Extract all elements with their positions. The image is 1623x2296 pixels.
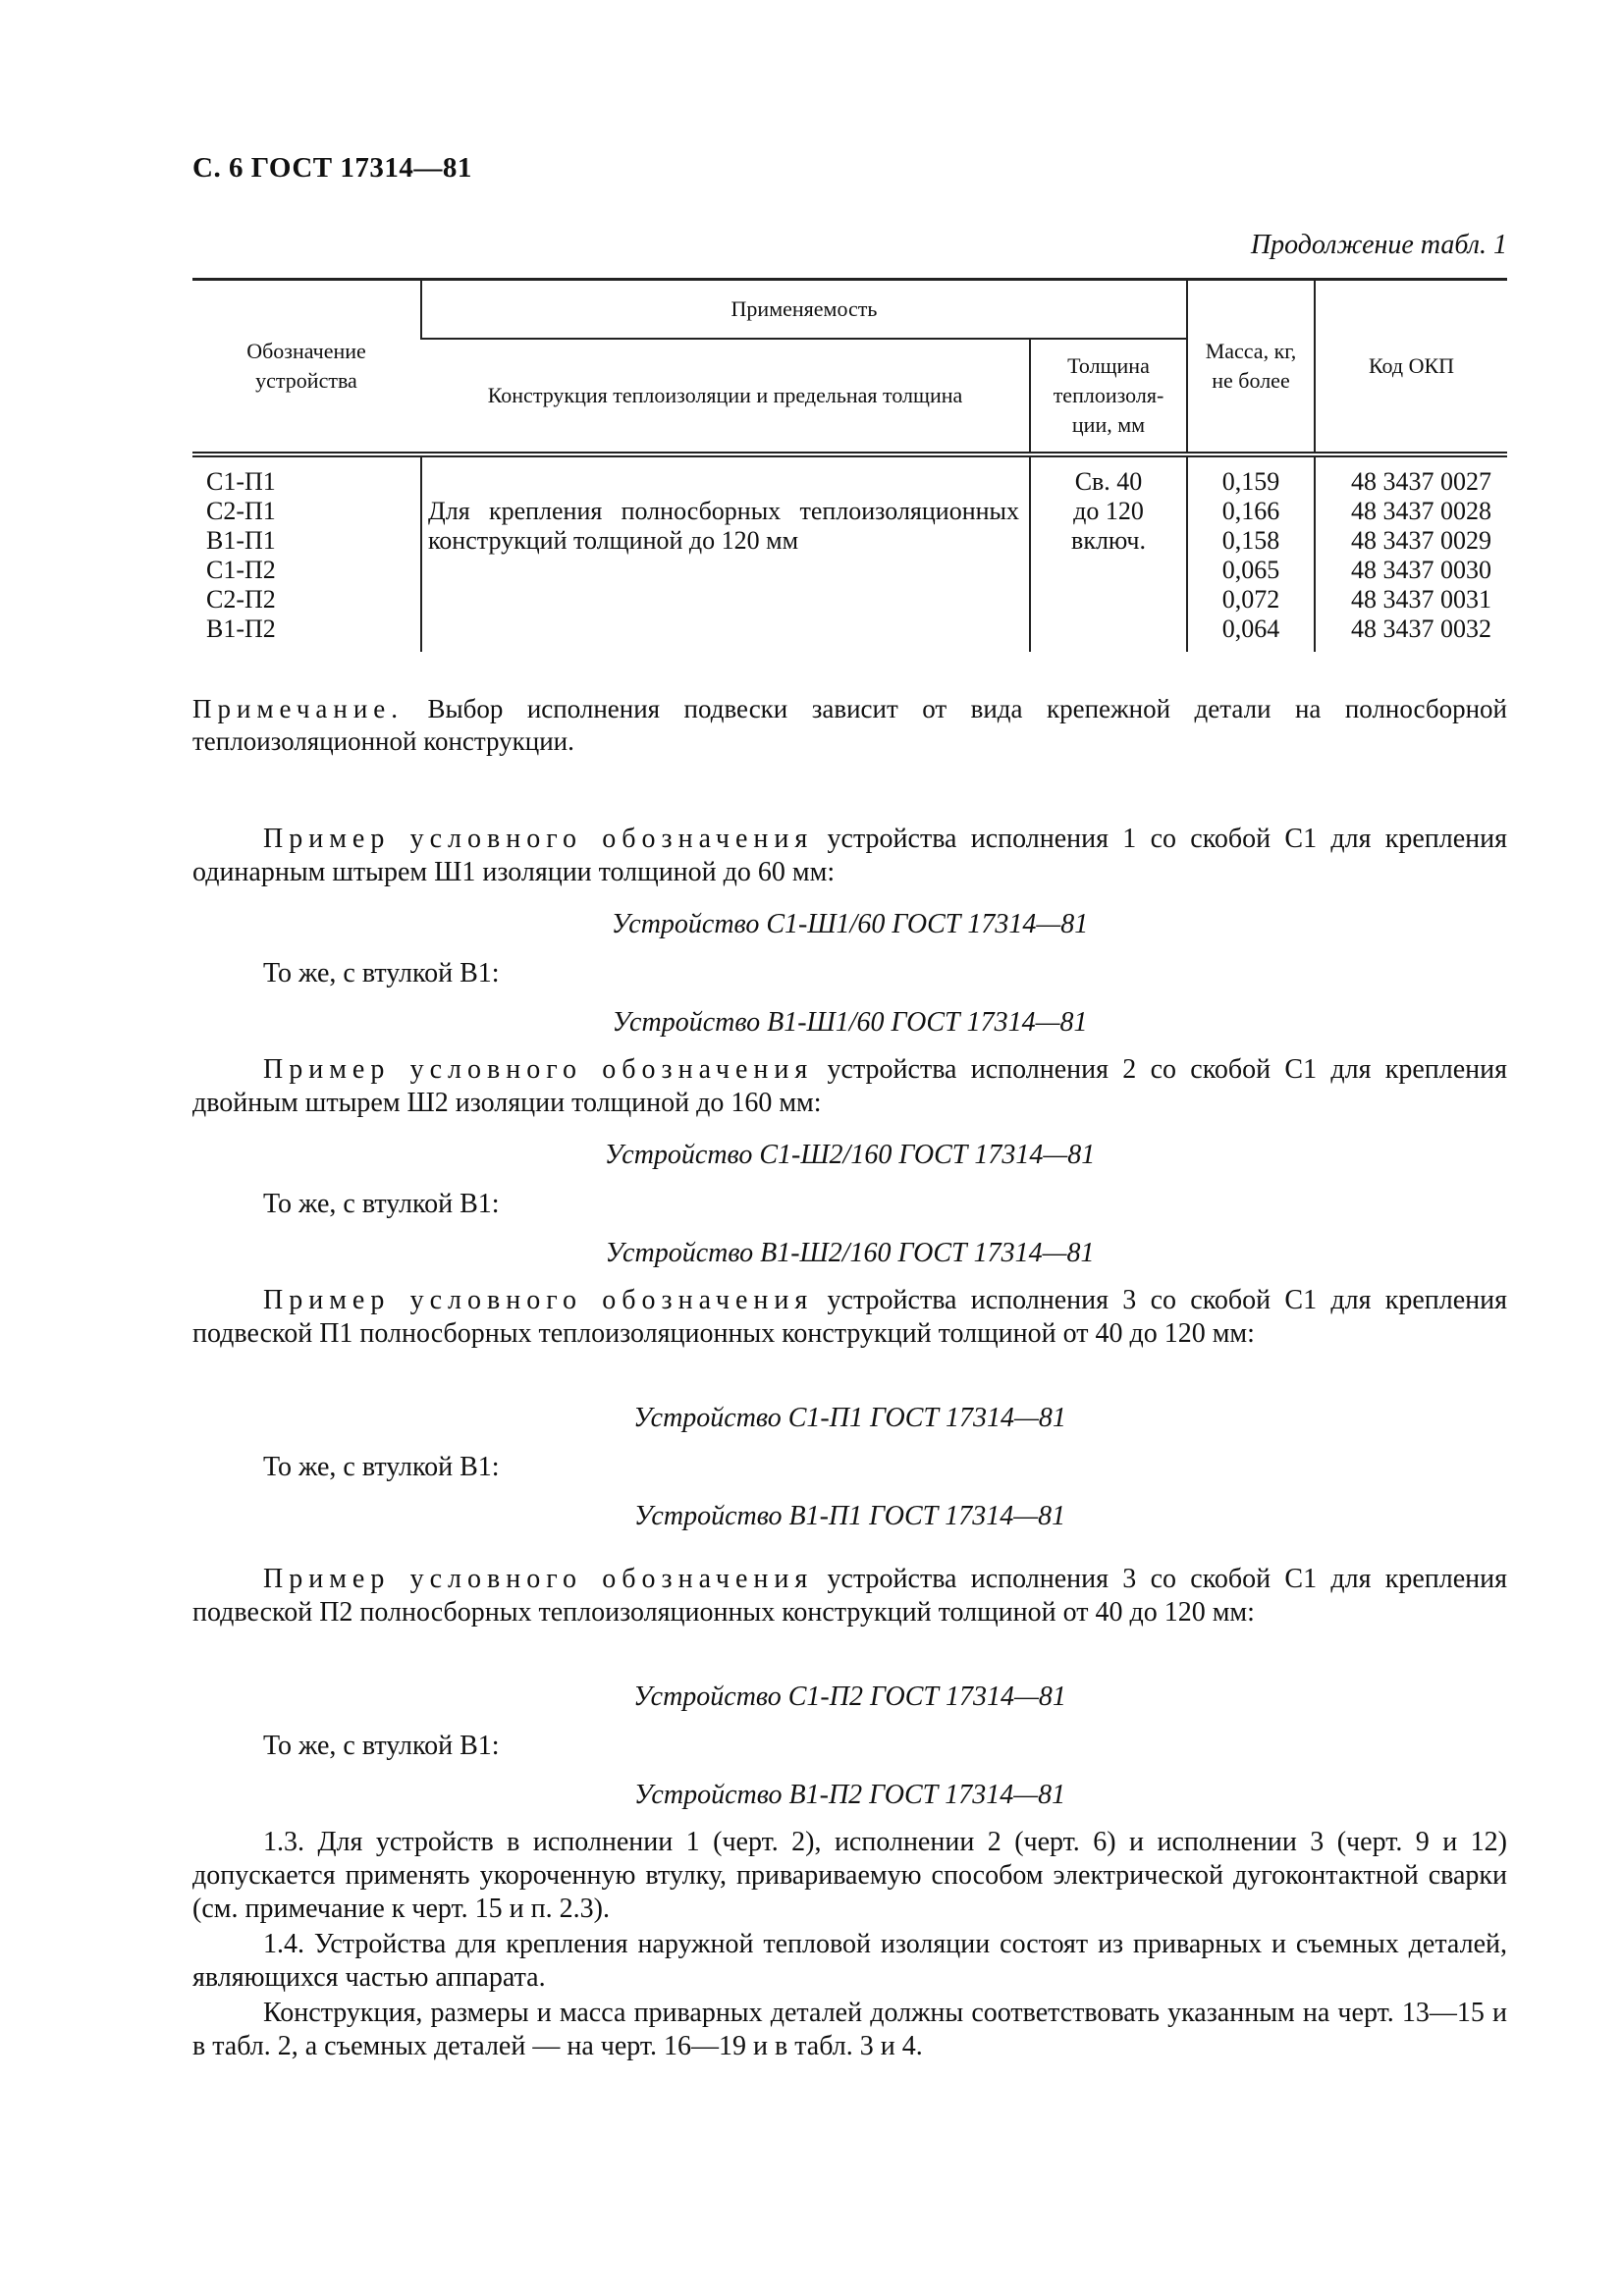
mass-value: 0,064 <box>1221 614 1280 643</box>
thickness-line: Св. 40 <box>1074 467 1143 496</box>
header-designation: Обозначение устройства <box>192 280 421 455</box>
note-text: Выбор исполнения подвески зависит от вида крепежной детали на полносборной теплоизоляционной конструкции. <box>192 694 1507 756</box>
okp-value: 48 3437 0031 <box>1351 585 1491 614</box>
clause-paragraph: Конструкция, размеры и масса приварных деталей должны соответствовать указанным на черт. 13—15 и в табл. 2, а съемных деталей — на черт. 16—19 и в табл. 3 и 4. <box>192 1998 1507 2061</box>
okp-value: 48 3437 0032 <box>1351 614 1491 643</box>
designation-example: Устройство В1-Ш1/60 ГОСТ 17314—81 <box>612 1007 1088 1038</box>
clause-1-4: 1.4. Устройства для крепления наружной тепловой изоляции состоят из приварных и съемных деталей, являющихся частью аппарата. <box>192 1929 1507 1993</box>
okp-value: 48 3437 0029 <box>1351 526 1491 555</box>
example-text: устройства исполнения 1 со скобой С1 для крепления одинарным штырем Ш1 изоляции толщиной до 60 мм: <box>192 824 1508 887</box>
thickness-line: до 120 <box>1073 497 1144 525</box>
same-with-sleeve-line: То же, с втулкой В1: <box>263 958 500 988</box>
designation-cell <box>192 454 421 652</box>
same-with-sleeve-line: То же, с втулкой В1: <box>263 1731 500 1761</box>
header-construction: Конструкция теплоизоляции и предельная толщина <box>421 339 1030 454</box>
header-thickness: Толщина теплоизоля-ции, мм <box>1030 339 1187 454</box>
designation-example: Устройство С1-П2 ГОСТ 17314—81 <box>633 1682 1066 1712</box>
example-text: устройства исполнения 3 со скобой С1 для крепления подвеской П1 полносборных теплоизоляционных конструкций толщиной от 40 до 120 мм: <box>192 1285 1508 1349</box>
mass-value: 0,065 <box>1221 556 1280 584</box>
example-text: устройства исполнения 2 со скобой С1 для крепления двойным штырем Ш2 изоляции толщиной до 160 мм: <box>192 1054 1508 1118</box>
designation-value: В1-П2 <box>206 614 276 643</box>
page-header: С. 6 ГОСТ 17314—81 <box>192 152 472 184</box>
same-with-sleeve-line: То же, с втулкой В1: <box>263 1452 500 1482</box>
mass-value: 0,072 <box>1221 585 1280 614</box>
example-label: Пример условного обозначения <box>263 824 814 854</box>
okp-value: 48 3437 0027 <box>1351 467 1491 496</box>
note-label: Примечание. <box>192 694 405 723</box>
example-label: Пример условного обозначения <box>263 1564 814 1594</box>
thickness-line: включ. <box>1071 526 1146 555</box>
designation-value: С2-П1 <box>206 497 276 525</box>
same-with-sleeve-line: То же, с втулкой В1: <box>263 1189 500 1219</box>
okp-value: 48 3437 0030 <box>1351 556 1491 584</box>
mass-cell <box>1187 454 1315 652</box>
designation-example: Устройство С1-П1 ГОСТ 17314—81 <box>633 1403 1066 1433</box>
designation-value: С1-П2 <box>206 556 276 584</box>
header-applicability: Применяемость <box>421 280 1187 340</box>
mass-value: 0,166 <box>1221 497 1280 525</box>
example-paragraph <box>192 823 1507 889</box>
header-mass: Масса, кг, не более <box>1187 280 1315 455</box>
thickness-cell <box>1030 454 1187 652</box>
designation-value: С1-П1 <box>206 467 276 496</box>
designation-example: Устройство В1-П2 ГОСТ 17314—81 <box>633 1780 1066 1810</box>
table-note <box>192 693 1507 758</box>
example-paragraph <box>192 1053 1507 1120</box>
designation-example: Устройство С1-Ш2/160 ГОСТ 17314—81 <box>604 1140 1096 1170</box>
designation-value: С2-П2 <box>206 585 276 614</box>
designation-example: Устройство В1-П1 ГОСТ 17314—81 <box>633 1501 1066 1531</box>
example-paragraph <box>192 1563 1507 1629</box>
designation-example: Устройство В1-Ш2/160 ГОСТ 17314—81 <box>605 1238 1095 1268</box>
table-row <box>192 454 1507 652</box>
designation-value: В1-П1 <box>206 526 276 555</box>
table-continuation-label: Продолжение табл. 1 <box>1250 230 1507 260</box>
example-paragraph <box>192 1284 1507 1351</box>
example-label: Пример условного обозначения <box>263 1285 814 1315</box>
okp-value: 48 3437 0028 <box>1351 497 1491 525</box>
construction-cell: Для крепления полносборных теплоизоляционных конструкций толщиной до 120 мм <box>421 454 1030 652</box>
header-okp: Код ОКП <box>1315 280 1507 455</box>
specification-table <box>192 278 1507 652</box>
example-label: Пример условного обозначения <box>263 1054 814 1085</box>
example-text: устройства исполнения 3 со скобой С1 для крепления подвеской П2 полносборных теплоизоляционных конструкций толщиной от 40 до 120 мм: <box>192 1564 1508 1628</box>
designation-example: Устройство С1-Ш1/60 ГОСТ 17314—81 <box>611 909 1089 939</box>
mass-value: 0,158 <box>1221 526 1280 555</box>
mass-value: 0,159 <box>1221 467 1280 496</box>
okp-cell <box>1315 454 1507 652</box>
clause-1-3: 1.3. Для устройств в исполнении 1 (черт. 2), исполнении 2 (черт. 6) и исполнении 3 (черт. 9 и 12) допускается применять укороченную втулку, привариваемую способом электрической дугоконтактной сварки (см. примечание к черт. 15 и п. 2.3). <box>192 1827 1507 1924</box>
